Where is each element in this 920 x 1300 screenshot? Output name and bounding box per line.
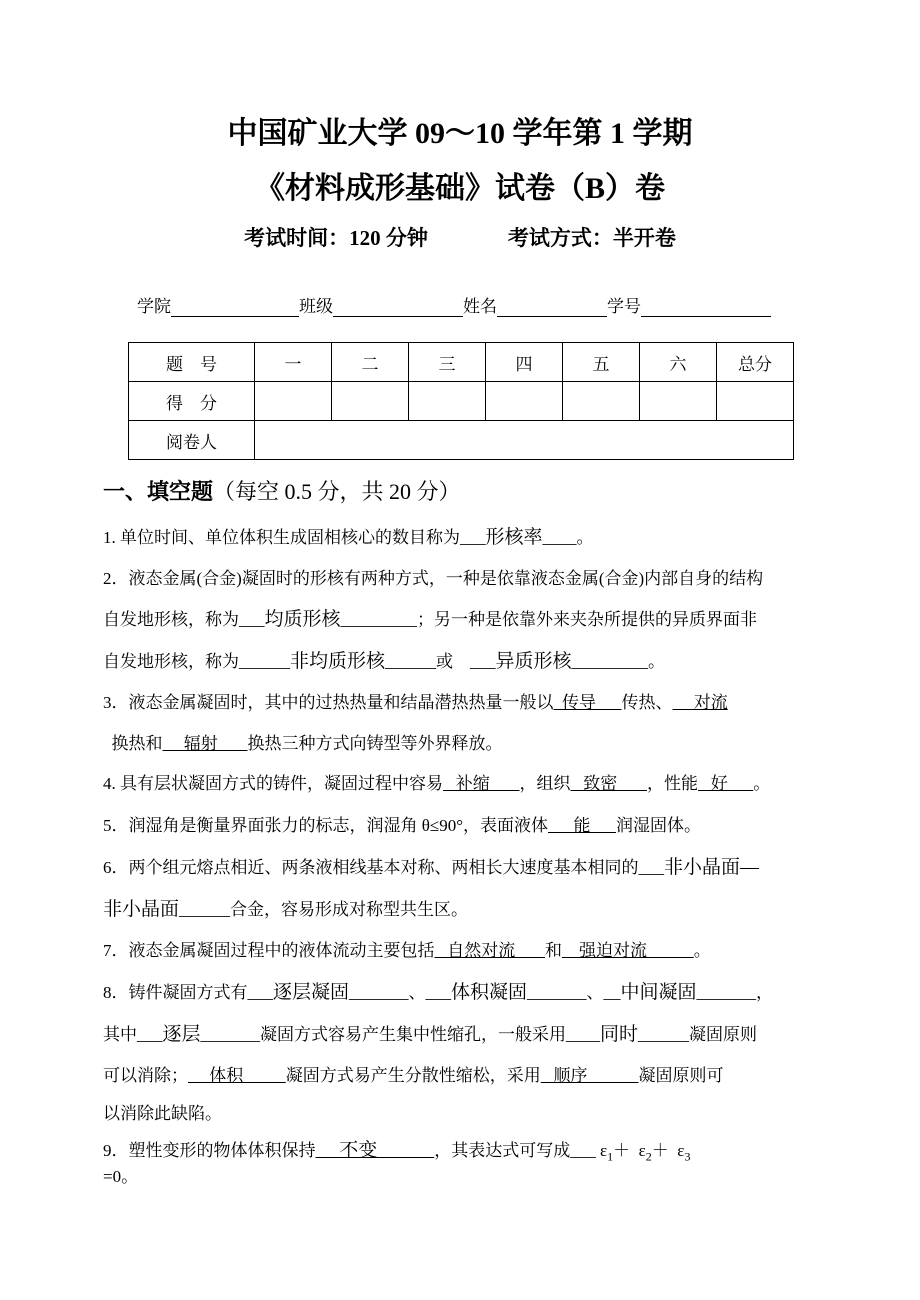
column-header: 三 (409, 343, 486, 382)
question-line (103, 1024, 757, 1046)
score-cell[interactable] (717, 382, 794, 421)
exam-mode: 考试方式：半开卷 (507, 226, 676, 250)
question-text: ____。 (542, 528, 594, 547)
subscript: 2 (645, 1149, 652, 1164)
answer-text: 非小晶面 (103, 899, 180, 920)
answer-text: 形核率 (485, 527, 543, 548)
answer-text: 致密 (570, 774, 647, 793)
question-text: ，组织 (519, 774, 571, 793)
score-table (128, 342, 794, 460)
student-info (137, 292, 771, 317)
answer-text: 非均质形核 (290, 651, 386, 672)
score-cell[interactable] (255, 382, 332, 421)
class-field[interactable] (333, 297, 463, 317)
question-text: 8．铸件凝固方式有___ (103, 983, 273, 1002)
grader-cell[interactable] (255, 421, 794, 460)
table-row (129, 343, 794, 382)
answer-text: 传导 (553, 693, 622, 712)
question-text: 其中___ (103, 1025, 163, 1044)
question-text: 。 (693, 941, 711, 960)
question-text: _______、__ (527, 983, 621, 1002)
question-text: 9．塑性变形的物体体积保持 (103, 1141, 316, 1160)
table-row (129, 421, 794, 460)
section-heading (103, 475, 461, 506)
score-cell[interactable] (409, 382, 486, 421)
question-text: 2．液态金属(合金)凝固时的形核有两种方式，一种是依靠液态金属(合金)内部自身的结构 (103, 569, 764, 588)
exam-time: 考试时间：120 分钟 (244, 226, 428, 250)
question-text: ，其表达式可写成___ ε (434, 1141, 608, 1160)
answer-text: 好 (698, 774, 754, 793)
score-cell[interactable] (486, 382, 563, 421)
row-label: 得 分 (129, 382, 255, 421)
question-line (103, 1166, 138, 1188)
question-text: _______、___ (349, 983, 452, 1002)
answer-text: 强迫对流 (562, 941, 694, 960)
question-line (103, 733, 503, 755)
question-text: ＋ ε (613, 1141, 646, 1160)
question-text: _________。 (571, 652, 666, 671)
question-line (103, 815, 701, 837)
question-text: 4. 具有层状凝固方式的铸件，凝固过程中容易 (103, 774, 443, 793)
subscript: 3 (684, 1149, 691, 1164)
name-label: 姓名 (463, 297, 497, 316)
column-header: 六 (640, 343, 717, 382)
college-label: 学院 (137, 297, 171, 316)
name-field[interactable] (497, 297, 607, 317)
question-text: 7．液态金属凝固过程中的液体流动主要包括 (103, 941, 435, 960)
question-text: 凝固原则可 (638, 1066, 724, 1085)
question-text: ______合金，容易形成对称型共生区。 (179, 900, 469, 919)
question-text: 以消除此缺陷。 (103, 1104, 222, 1123)
question-text: 和 (545, 941, 562, 960)
question-text: 凝固方式易产生分散性缩松，采用 (285, 1066, 541, 1085)
question-text: 6．两个组元熔点相近、两条液相线基本对称、两相长大速度基本相同的___ (103, 858, 664, 877)
answer-text: 异质形核 (495, 651, 572, 672)
column-header: 总分 (717, 343, 794, 382)
answer-text: 逐层 (162, 1024, 201, 1045)
question-text: _______， (696, 983, 774, 1002)
question-line (103, 527, 594, 549)
section-title: 一、填空题 (103, 479, 214, 504)
column-header: 五 (563, 343, 640, 382)
question-text: 。 (753, 774, 771, 793)
question-line (103, 609, 757, 631)
table-row (129, 382, 794, 421)
subscript: 1 (607, 1149, 614, 1164)
answer-text: 自然对流 (434, 941, 545, 960)
id-label: 学号 (607, 297, 641, 316)
column-header: 四 (486, 343, 563, 382)
exam-title: 中国矿业大学 09～10 学年第 1 学期 (227, 117, 693, 150)
question-text: ______凝固原则 (638, 1025, 758, 1044)
question-line (103, 940, 711, 962)
row-label: 阅卷人 (129, 421, 255, 460)
section-note: （每空 0.5 分，共 20 分） (213, 479, 461, 504)
question-text: ，性能 (647, 774, 698, 793)
question-text: 润湿固体。 (616, 816, 702, 835)
exam-meta (0, 222, 920, 252)
column-header: 二 (332, 343, 409, 382)
question-text: 1. 单位时间、单位体积生成固相核心的数目称为___ (103, 528, 486, 547)
class-label: 班级 (299, 297, 333, 316)
question-text: =0。 (103, 1167, 139, 1186)
question-text: 换热三种方式向铸型等外界释放。 (247, 734, 503, 753)
question-text: 传热、 (621, 693, 673, 712)
answer-text: 对流 (672, 693, 728, 712)
question-line (103, 773, 770, 795)
answer-text: 体积凝固 (451, 982, 528, 1003)
question-text: _______凝固方式容易产生集中性缩孔，一般采用____ (200, 1025, 601, 1044)
question-text: ______或 ___ (385, 652, 496, 671)
question-text: 换热和 (103, 734, 163, 753)
row-label: 题 号 (129, 343, 255, 382)
answer-text: 中间凝固 (620, 982, 697, 1003)
question-line (103, 651, 665, 673)
question-line (103, 982, 773, 1004)
answer-text: 不变 (315, 1140, 435, 1161)
question-text: 5．润湿角是衡量界面张力的标志，润湿角 θ≤90°，表面液体 (103, 816, 549, 835)
college-field[interactable] (171, 297, 299, 317)
question-line (103, 1065, 724, 1087)
answer-text: 辐射 (162, 734, 248, 753)
question-text: 自发地形核，称为______ (103, 652, 290, 671)
question-text: ＋ ε (651, 1141, 685, 1160)
answer-text: 逐层凝固 (273, 982, 350, 1003)
answer-text: 体积 (188, 1066, 286, 1085)
question-text: 自发地形核，称为___ (103, 610, 265, 629)
question-line (103, 899, 468, 921)
question-text: 可以消除； (103, 1066, 188, 1085)
column-header: 一 (255, 343, 332, 382)
question-text: _________；另一种是依靠外来夹杂所提供的异质界面非 (340, 610, 758, 629)
score-cell[interactable] (563, 382, 640, 421)
answer-text: 补缩 (443, 774, 520, 793)
answer-text: 均质形核 (264, 609, 341, 630)
question-line (103, 692, 728, 714)
question-line (103, 1140, 690, 1167)
question-line (103, 568, 763, 590)
answer-text: 顺序 (540, 1066, 639, 1085)
score-cell[interactable] (332, 382, 409, 421)
question-line (103, 857, 759, 879)
score-cell[interactable] (640, 382, 717, 421)
answer-text: 非小晶面— (664, 857, 760, 878)
student-id-field[interactable] (641, 297, 771, 317)
answer-text: 同时 (600, 1024, 639, 1045)
question-text: 3．液态金属凝固时，其中的过热热量和结晶潜热热量一般以 (103, 693, 554, 712)
question-line (103, 1103, 222, 1125)
answer-text: 能 (548, 816, 617, 835)
exam-subtitle: 《材料成形基础》试卷（B）卷 (254, 172, 665, 205)
